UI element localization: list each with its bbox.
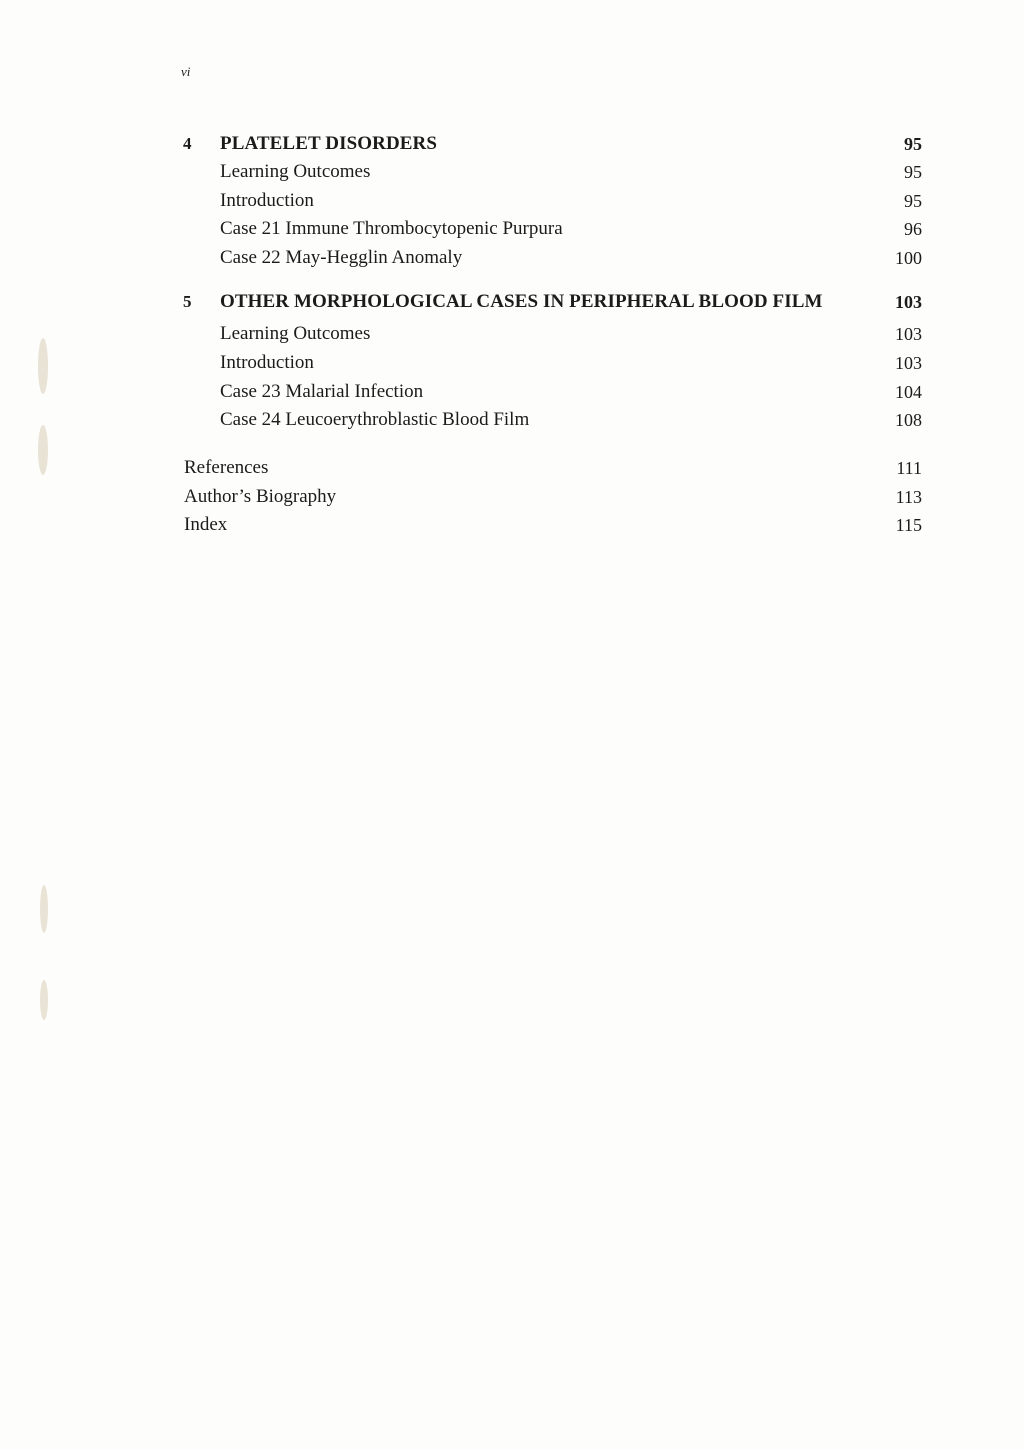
- toc-entry-page: 96: [904, 219, 922, 239]
- scan-mark: [38, 338, 48, 394]
- scan-mark: [40, 980, 48, 1020]
- toc-entry: [0, 159, 1024, 185]
- toc-entry: [0, 407, 1024, 433]
- toc-back-references: [0, 455, 1024, 481]
- toc-entry-title: Case 22 May-Hegglin Anomaly: [220, 247, 463, 268]
- toc-entry-page: 95: [904, 162, 922, 182]
- toc-chapter-5: [0, 289, 1024, 315]
- toc-chapter-4: [0, 131, 1024, 157]
- toc-entry-page: 100: [895, 248, 922, 268]
- toc-entry: [0, 350, 1024, 376]
- chapter-number: 5: [183, 292, 192, 311]
- toc-entry: [0, 188, 1024, 214]
- chapter-title: PLATELET DISORDERS: [220, 133, 438, 154]
- toc-entry-page: 104: [895, 382, 922, 402]
- chapter-page: 95: [904, 134, 922, 154]
- toc-entry-page: 113: [895, 487, 922, 507]
- toc-entry-title: Learning Outcomes: [220, 161, 371, 182]
- chapter-title: OTHER MORPHOLOGICAL CASES IN PERIPHERAL BLOOD FILM: [220, 291, 823, 312]
- toc-entry: [0, 216, 1024, 242]
- chapter-page: 103: [895, 292, 922, 312]
- toc-entry-page: 111: [896, 458, 922, 478]
- toc-entry-title: References: [184, 457, 269, 478]
- toc-entry-page: 108: [895, 410, 922, 430]
- toc-entry-page: 103: [895, 353, 922, 373]
- toc-entry-title: Introduction: [220, 190, 314, 211]
- toc-entry: [0, 321, 1024, 347]
- chapter-number: 4: [183, 134, 192, 153]
- toc-entry-title: Author’s Biography: [184, 486, 337, 507]
- toc-entry-title: Index: [184, 514, 228, 535]
- toc-entry-title: Case 21 Immune Thrombocytopenic Purpura: [220, 218, 563, 239]
- toc-entry-page: 115: [895, 515, 922, 535]
- toc-entry-page: 103: [895, 324, 922, 344]
- toc-entry: [0, 379, 1024, 405]
- toc-entry-title: Learning Outcomes: [220, 323, 371, 344]
- toc-back-index: [0, 512, 1024, 538]
- toc-entry: [0, 245, 1024, 271]
- scan-mark: [38, 425, 48, 475]
- page-folio: vi: [181, 64, 191, 79]
- toc-entry-title: Case 24 Leucoerythroblastic Blood Film: [220, 409, 530, 430]
- scan-mark: [40, 885, 48, 933]
- toc-entry-title: Case 23 Malarial Infection: [220, 381, 424, 402]
- toc-entry-page: 95: [904, 191, 922, 211]
- toc-back-biography: [0, 484, 1024, 510]
- toc-entry-title: Introduction: [220, 352, 314, 373]
